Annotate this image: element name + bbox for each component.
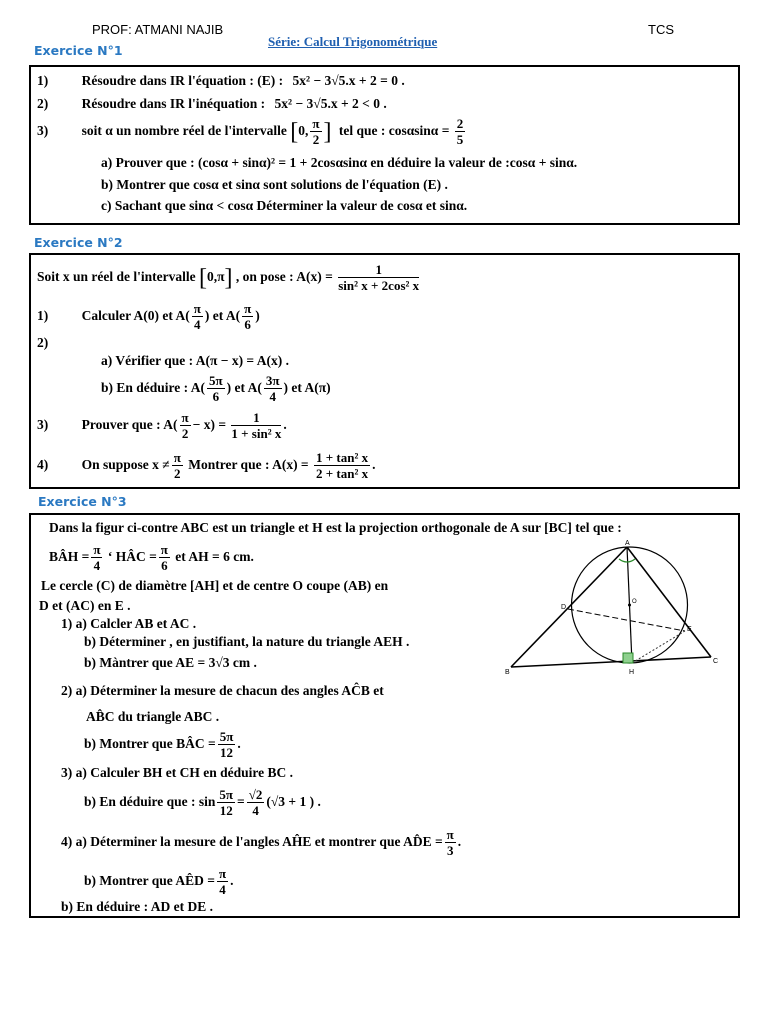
ex1-q3b: b) Montrer que cosα et sinα sont solutions de l'équation (E) . (101, 177, 448, 192)
ex3-q2a: 2) a) Déterminer la mesure de chacun des angles AĈB et (61, 683, 384, 698)
ex2-q4: 4) On suppose x ≠ $\frac{\pi}{2}$ Montrer que : A(x) = $\frac{\text{1 + tan² x}}{\text{2 + tan² x}}$ . (37, 450, 376, 482)
label-c: C (713, 658, 719, 665)
segment-ac (627, 547, 711, 657)
label-e: E (687, 626, 692, 633)
exercise-1-label: Exercice N°1 (34, 43, 123, 58)
right-angle-mark (623, 653, 633, 663)
label-o: O (632, 599, 637, 605)
ex1-q3a: a) Prouver que : (cosα + sinα)² = 1 + 2cosαsinα en déduire la valeur de :cosα + sinα. (101, 155, 578, 170)
exercise-2-label: Exercice N°2 (34, 235, 123, 250)
ex3-q1a: 1) a) Calcler AB et AC . (61, 616, 197, 631)
class-level: TCS (648, 22, 674, 37)
ex3-q4b: b) Montrer que AÊD = $\frac{\pi}{4}$ . (84, 866, 234, 898)
ex2-intro: Soit x un réel de l'intervalle [0,π] , on pose : A(x) = $\frac{1}{\text{sin² x + 2cos² x}}$ (37, 262, 420, 294)
exercise-2-box (29, 253, 740, 489)
label-a: A (625, 540, 630, 547)
ex3-q4a: 4) a) Déterminer la mesure de l'angles AĤE et montrer que AD̂E = $\frac{\pi}{3}$ . (61, 827, 462, 859)
triangle-figure (501, 539, 731, 679)
exercise-3-label: Exercice N°3 (38, 494, 127, 509)
ex3-l3: Le cercle (C) de diamètre [AH] et de centre O coupe (AB) en (41, 578, 389, 593)
exercise-1-box (29, 65, 740, 225)
ex3-l4: D et (AC) en E . (39, 598, 131, 613)
center-point (628, 604, 631, 607)
ex3-q1c: b) Màntrer que AE = 3√3 cm . (84, 655, 257, 670)
ex3-q3b: b) En déduire que : sin $\frac{5\pi}{12}$ = $\frac{√2}{4}$ (√3 + 1 ) . (84, 787, 321, 819)
ex2-q1: 1) Calculer A(0) et A( $\frac{\pi}{4}$ ) et A( $\frac{\pi}{6}$ ) (37, 301, 260, 333)
segment-ab (511, 547, 627, 667)
teacher-name: PROF: ATMANI NAJIB (92, 22, 224, 37)
ex3-q5: b) En déduire : AD et DE . (61, 899, 214, 914)
segment-bc (511, 657, 711, 667)
series-title: Série: Calcul Trigonométrique (268, 34, 438, 49)
ex2-q2: 2) (37, 335, 49, 350)
label-b: B (505, 669, 510, 676)
ex3-q2a2: AB̂C du triangle ABC . (86, 709, 220, 724)
ex1-q2: 2) Résoudre dans IR l'inéquation : 5x² − 3√5.x + 2 < 0 . (37, 96, 387, 111)
ex3-l1: Dans la figur ci-contre ABC est un triangle et H est la projection orthogonale de A sur [BC] tel que : (49, 520, 622, 535)
ex3-q3a: 3) a) Calculer BH et CH en déduire BC . (61, 765, 293, 780)
segment-de (568, 609, 685, 631)
ex3-q2b: b) Montrer que BÂC = $\frac{5\pi}{12}$ . (84, 729, 241, 761)
ex1-q3: 3) soit α un nombre réel de l'intervalle [0, $\frac{\pi}{2}$ ] tel que : cosαsinα = $\frac{2}{5}$ (37, 116, 464, 148)
ex1-q3c: c) Sachant que sinα < cosα Déterminer la valeur de cosα et sinα. (101, 198, 468, 213)
ex2-q3: 3) Prouver que : A( $\frac{\pi}{2}$ − x) = $\frac{1}{\text{1 + sin² x}}$ . (37, 410, 287, 442)
exercise-3-box (29, 513, 740, 918)
ex1-q1: 1) Résoudre dans IR l'équation : (E) : 5x² − 3√5.x + 2 = 0 . (37, 73, 405, 88)
label-d: D (561, 604, 567, 611)
ex3-q1b: b) Déterminer , en justifiant, la nature du triangle AEH . (84, 634, 410, 649)
ex3-l2: BÂH = $\frac{\pi}{4}$ ‘ HÂC = $\frac{\pi}{6}$ et AH = 6 cm. (49, 542, 254, 574)
label-h: H (629, 669, 635, 676)
ex2-q2b: b) En déduire : A( $\frac{5\pi}{6}$ ) et A( $\frac{3\pi}{4}$ ) et A(π) (101, 373, 331, 405)
ex2-q2a: a) Vérifier que : A(π − x) = A(x) . (101, 353, 289, 368)
